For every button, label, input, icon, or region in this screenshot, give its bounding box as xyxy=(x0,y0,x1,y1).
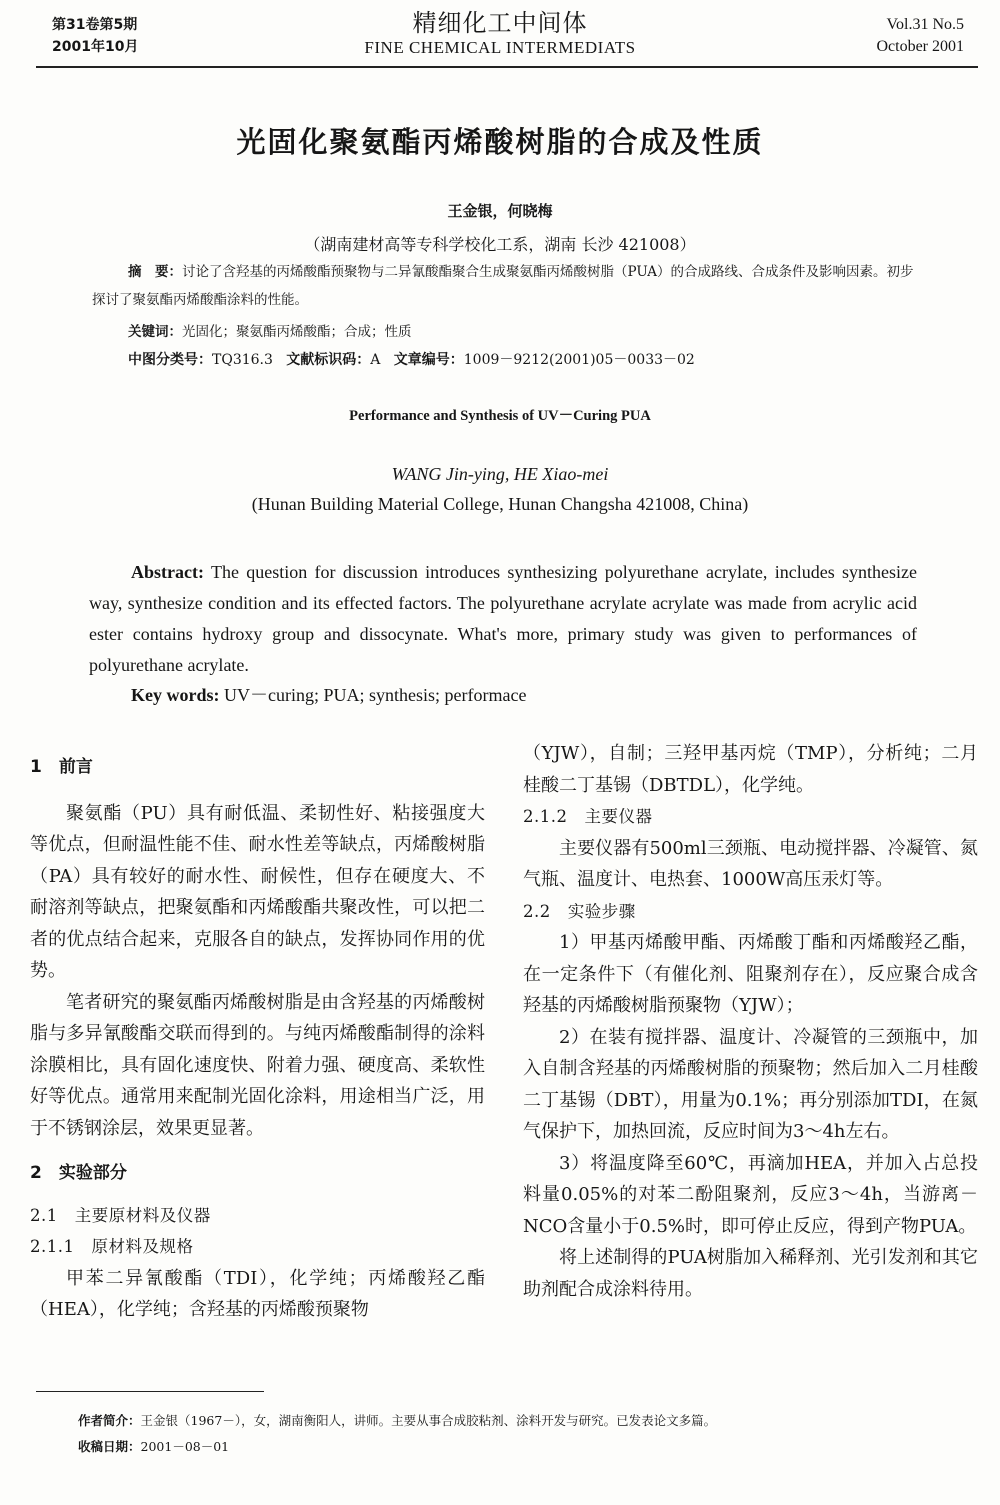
article-number-label: 文章编号： xyxy=(393,352,464,368)
article-number-value: 1009－9212(2001)05－0033－02 xyxy=(463,352,695,368)
header-date-cn: 2001年10月 xyxy=(52,39,139,55)
abstract-en-text: The question for discussion introduces synthesizing polyurethane acrylate, includes synthesize way, synthesize condition and its effected factors. The polyurethane acrylate acrylate was made from acrylic acid ester contains hydroxy group and dissocynate. What's more, primary study was given to performances of polyurethane acrylate. xyxy=(89,562,917,675)
classification-cn xyxy=(128,346,920,374)
section-2-1-1-heading: 2.1.1 原材料及规格 xyxy=(30,1237,194,1256)
section-2-1-2-heading: 2.1.2 主要仪器 xyxy=(523,807,653,826)
abstract-en xyxy=(89,557,917,681)
footnote-rule xyxy=(36,1391,264,1392)
footnote-author-text: 王金银（1967－），女，湖南衡阳人，讲师。主要从事合成胶粘剂、涂料开发与研究。已发表论文多篇。 xyxy=(140,1413,717,1428)
procedure-step: 1）甲基丙烯酸甲酯、丙烯酸丁酯和丙烯酸羟乙酯，在一定条件下（有催化剂、阻聚剂存在），反应聚合成含羟基的丙烯酸树脂预聚物（YJW）； xyxy=(523,932,978,1016)
header-date-en: October 2001 xyxy=(876,38,964,55)
doc-code-label: 文献标识码： xyxy=(286,352,371,368)
affiliation-cn: （湖南建材高等专科学校化工系，湖南 长沙 421008） xyxy=(304,235,696,254)
abstract-cn-text: 讨论了含羟基的丙烯酸酯预聚物与二异氰酸酯聚合生成聚氨酯丙烯酸树脂（PUA）的合成路线、合成条件及影响因素。初步探讨了聚氨酯丙烯酸酯涂料的性能。 xyxy=(92,264,914,308)
footnote-received-label: 收稿日期： xyxy=(78,1439,141,1454)
section-1-paragraph: 笔者研究的聚氨酯丙烯酸树脂是由含羟基的丙烯酸树脂与多异氰酸酯交联而得到的。与纯丙烯酸酯制得的涂料涂膜相比，具有固化速度快、附着力强、硬度高、柔软性好等优点。通常用来配制光固化涂料，用途相当广泛，用于不锈钢涂层，效果更显著。 xyxy=(30,991,485,1139)
paper-title-en: Performance and Synthesis of UV－Curing PUA xyxy=(349,408,651,424)
body-column-right xyxy=(523,738,978,1305)
section-1-heading: 1 前言 xyxy=(30,757,93,777)
keywords-cn-label: 关键词： xyxy=(128,324,182,340)
journal-name-cn: 精细化工中间体 xyxy=(412,9,588,37)
paper-title-cn: 光固化聚氨酯丙烯酸树脂的合成及性质 xyxy=(236,125,764,159)
procedure-final-paragraph: 将上述制得的PUA树脂加入稀释剂、光引发剂和其它助剂配合成涂料待用。 xyxy=(523,1247,978,1300)
abstract-cn xyxy=(92,258,920,314)
procedure-step: 2）在装有搅拌器、温度计、冷凝管的三颈瓶中，加入自制含羟基的丙烯酸树脂的预聚物；然后加入二月桂酸二丁基锡（DBT），用量为0.1%；再分别添加TDI，在氮气保护下，加热回流，反应时间为3～4h左右。 xyxy=(523,1026,978,1142)
footnote-received-text: 2001－08－01 xyxy=(140,1439,230,1454)
section-2-heading: 2 实验部分 xyxy=(30,1163,127,1183)
affiliation-en: (Hunan Building Material College, Hunan Changsha 421008, China) xyxy=(251,494,749,514)
instruments-paragraph: 主要仪器有500ml三颈瓶、电动搅拌器、冷凝管、氮气瓶、温度计、电热套、1000W高压汞灯等。 xyxy=(523,837,978,890)
clc-label: 中图分类号： xyxy=(128,352,212,368)
keywords-en-label: Key words: xyxy=(131,685,220,705)
materials-paragraph-continued: （YJW），自制；三羟甲基丙烷（TMP），分析纯；二月桂酸二丁基锡（DBTDL），化学纯。 xyxy=(523,743,978,796)
header-rule xyxy=(36,66,978,68)
journal-name-en: FINE CHEMICAL INTERMEDIATS xyxy=(364,38,636,57)
keywords-en xyxy=(131,680,526,711)
authors-en: WANG Jin-ying, HE Xiao-mei xyxy=(391,464,609,484)
keywords-cn-text: 光固化；聚氨酯丙烯酸酯；合成；性质 xyxy=(182,324,412,340)
doc-code-value: A xyxy=(370,352,381,368)
keywords-cn xyxy=(128,318,920,346)
section-1-paragraph: 聚氨酯（PU）具有耐低温、柔韧性好、粘接强度大等优点，但耐温性能不佳、耐水性差等缺点，丙烯酸树脂（PA）具有较好的耐水性、耐候性，但存在硬度大、不耐溶剂等缺点，把聚氨酯和丙烯酸酯共聚改性，可以把二者的优点结合起来，克服各自的缺点，发挥协同作用的优势。 xyxy=(30,802,485,981)
header-journal xyxy=(300,8,700,58)
header-volume-cn: 第31卷第5期 xyxy=(52,17,138,33)
procedure-step: 3）将温度降至60℃，再滴加HEA，并加入占总投料量0.05%的对苯二酚阻聚剂，反应3～4h，当游离－NCO含量小于0.5%时，即可停止反应，得到产物PUA。 xyxy=(523,1152,978,1237)
header-issue-en xyxy=(876,14,964,58)
authors-cn: 王金银，何晓梅 xyxy=(447,202,553,220)
header-volume-en: Vol.31 No.5 xyxy=(886,16,964,33)
keywords-en-text: UV－curing; PUA; synthesis; performace xyxy=(219,685,527,705)
footnote-author-label: 作者简介： xyxy=(78,1413,141,1428)
materials-paragraph: 甲苯二异氰酸酯（TDI），化学纯；丙烯酸羟乙酯（HEA），化学纯；含羟基的丙烯酸预聚物 xyxy=(30,1267,485,1320)
header-issue-cn xyxy=(52,14,138,58)
section-2-2-heading: 2.2 实验步骤 xyxy=(523,901,636,921)
clc-value: TQ316.3 xyxy=(212,352,273,368)
body-column-left xyxy=(30,738,485,1326)
abstract-en-label: Abstract: xyxy=(131,562,204,582)
footnote-received-date xyxy=(78,1437,960,1457)
section-2-1-heading: 2.1 主要原材料及仪器 xyxy=(30,1205,211,1225)
abstract-cn-label: 摘 要： xyxy=(128,264,182,280)
footnote-author-bio xyxy=(78,1411,960,1431)
